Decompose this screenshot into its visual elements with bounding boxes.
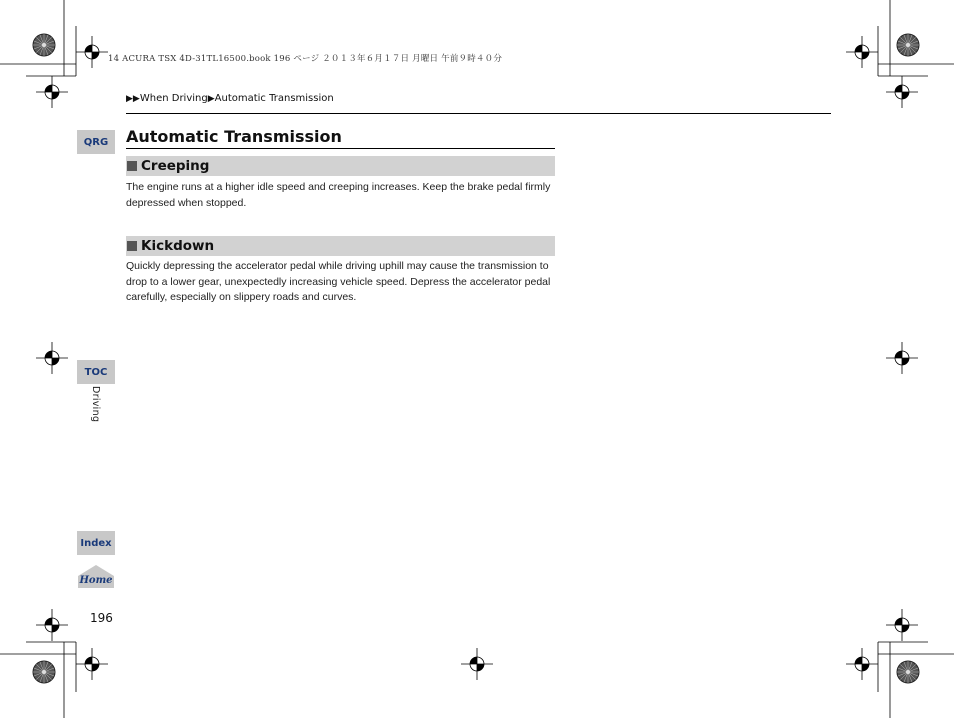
home-icon xyxy=(77,564,115,589)
section-heading-creeping xyxy=(126,156,555,176)
home-button[interactable] xyxy=(77,564,115,589)
section-heading-label: Kickdown xyxy=(141,238,215,254)
section-heading-kickdown xyxy=(126,236,555,256)
section-body-kickdown: Quickly depressing the accelerator pedal while driving uphill may cause the transmission to drop to a lower gear, unexpectedly increasing vehicle speed. Depress the accelerator pedal carefully, especially on slippery roads and curves. xyxy=(126,260,551,304)
breadcrumb xyxy=(126,93,334,104)
home-label: Home xyxy=(79,575,113,586)
breadcrumb-item-when-driving[interactable]: When Driving xyxy=(139,93,208,104)
triangle-right-icon: ▶▶ xyxy=(126,94,140,104)
index-button[interactable]: Index xyxy=(77,531,115,555)
toc-button[interactable]: TOC xyxy=(77,360,115,384)
page-title: Automatic Transmission xyxy=(126,127,555,149)
print-header: 14 ACURA TSX 4D-31TL16500.book 196 ページ ２０１３年６月１７日 月曜日 午前９時４０分 xyxy=(108,54,503,64)
square-icon xyxy=(127,161,137,171)
qrg-button[interactable]: QRG xyxy=(77,130,115,154)
breadcrumb-item-automatic-transmission[interactable]: Automatic Transmission xyxy=(214,93,334,104)
section-body-creeping: The engine runs at a higher idle speed and creeping increases. Keep the brake pedal firmly depressed when stopped. xyxy=(126,181,551,209)
page-number: 196 xyxy=(90,611,113,625)
triangle-right-icon: ▶ xyxy=(207,94,215,104)
section-heading-label: Creeping xyxy=(141,158,210,174)
header-rule xyxy=(126,113,831,114)
chapter-side-label: Driving xyxy=(90,386,101,423)
square-icon xyxy=(127,241,137,251)
